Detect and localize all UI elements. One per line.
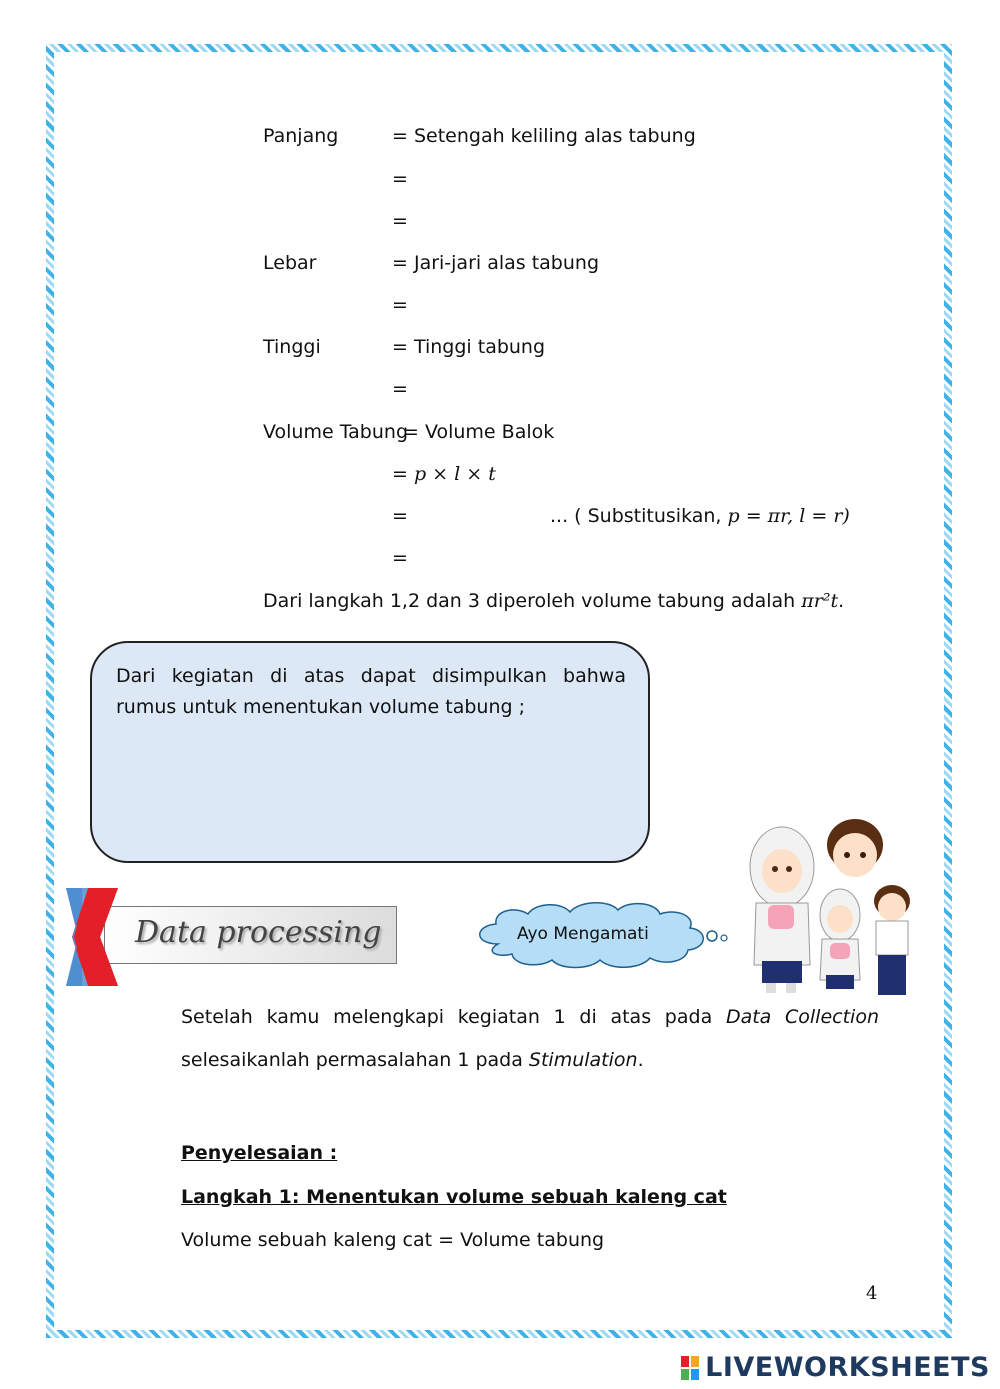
logo-blocks-icon [681,1356,699,1380]
instruction-text-2: selesaikanlah permasalahan 1 pada [181,1049,529,1071]
page-number: 4 [866,1283,878,1304]
substitution-hint [550,504,850,528]
thought-cloud [470,900,730,972]
equals-sign: = [392,463,414,485]
blank-equals: = [392,210,408,232]
instruction-text-1: Setelah kamu melengkapi kegiatan 1 di atas pada [181,1006,726,1028]
conclusion-suffix: . [838,590,845,612]
plt-equation [392,462,496,486]
blank-equals: = [392,378,408,400]
section-banner [104,906,397,964]
conclusion-prompt: Dari kegiatan di atas dapat disimpulkan bahwa rumus untuk menentukan volume tabung ; [116,665,626,718]
conclusion-answer-box[interactable] [90,641,650,863]
substitution-text: ... ( Substitusikan, [550,505,728,527]
volume-kaleng-line: Volume sebuah kaleng cat = Volume tabung [181,1229,605,1251]
tinggi-label: Tinggi [263,336,321,358]
blank-equals: = [392,168,408,190]
conclusion-prefix: Dari langkah 1,2 dan 3 diperoleh volume tabung adalah [263,590,802,612]
conclusion-formula: πr²t [801,590,839,612]
penyelesaian-heading: Penyelesaian : [181,1142,338,1164]
data-collection-term: Data Collection [725,1006,879,1028]
liveworksheets-logo[interactable] [681,1352,990,1383]
instruction-period: . [637,1049,644,1071]
volume-tabung-equation: = Volume Balok [403,421,555,443]
section-banner-title: Data processing [135,915,382,950]
langkah-1-heading [181,1185,879,1209]
plt-formula: p × l × t [413,463,496,485]
stimulation-term: Stimulation [528,1049,638,1071]
panjang-label: Panjang [263,125,339,147]
cloud-label: Ayo Mengamati [517,924,649,944]
instruction-line-2 [181,1048,879,1072]
footer-brand-text: LIVEWORKSHEETS [705,1352,990,1383]
lebar-label: Lebar [263,252,317,274]
instruction-line-1 [181,1005,879,1029]
blank-equals: = [392,294,408,316]
langkah-1-text: Langkah 1: Menentukan volume sebuah kaleng cat [181,1186,727,1208]
volume-tabung-label: Volume Tabung [263,421,409,443]
chevron-ribbon-icon [66,888,120,986]
blank-equals: = [392,547,408,569]
derivation-conclusion [263,589,844,613]
panjang-equation: = Setengah keliling alas tabung [392,125,696,147]
tinggi-equation: = Tinggi tabung [392,336,546,358]
lebar-equation: = Jari-jari alas tabung [392,252,600,274]
students-illustration [740,815,940,1005]
blank-equals: = [392,505,408,527]
substitution-formula: p = πr, l = r) [727,505,850,527]
